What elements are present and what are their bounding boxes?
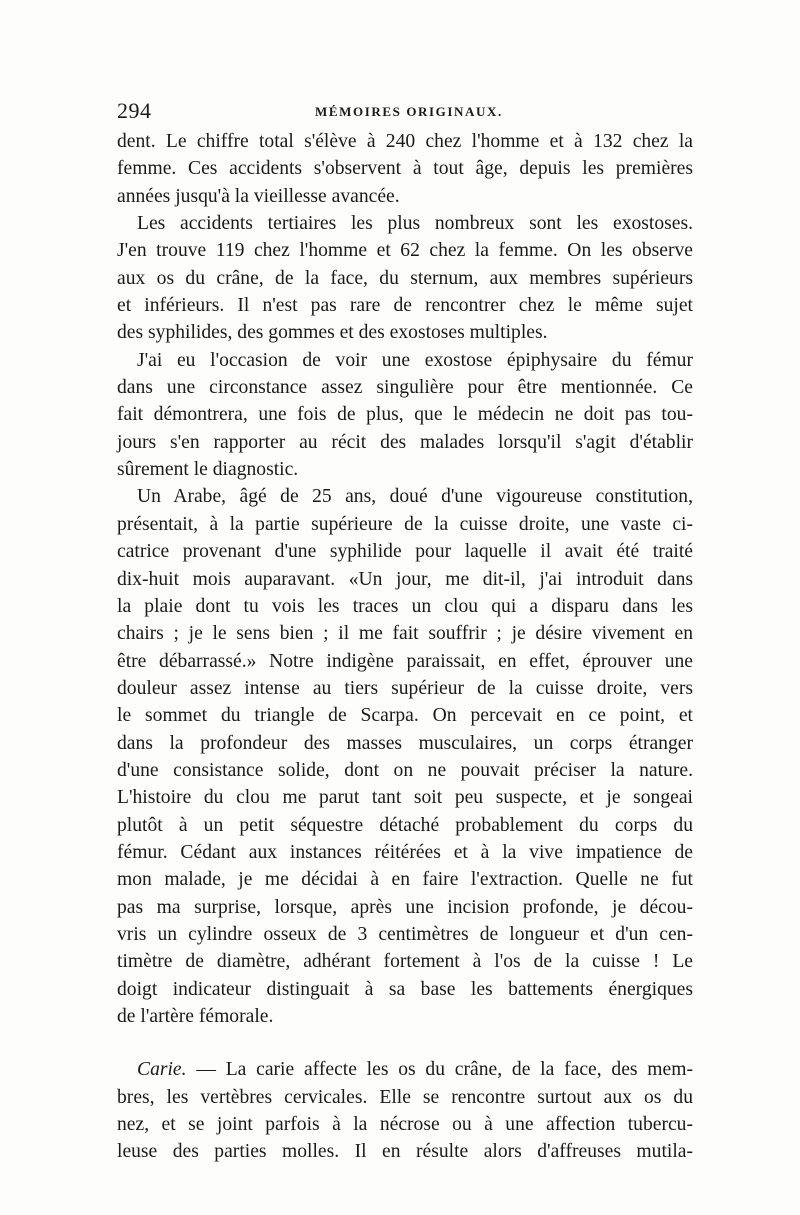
text-line: d'une consistance solide, dont on ne pouvait préciser la nature. — [117, 759, 693, 781]
page-number: 294 — [117, 98, 152, 123]
carie-first-line — [117, 1056, 693, 1083]
text-line: pas ma surprise, lorsque, après une incision profonde, je décou- — [117, 896, 693, 918]
text-line: être débarrassé.» Notre indigène paraissait, en effet, éprouver une — [117, 650, 693, 672]
text-line: des syphilides, des gommes et des exostoses multiples. — [117, 322, 548, 344]
carie-heading: Carie. — [137, 1059, 187, 1081]
text-line: leuse des parties molles. Il en résulte alors d'affreuses mutila- — [117, 1141, 693, 1163]
text-line: Un Arabe, âgé de 25 ans, doué d'une vigoureuse constitution, — [137, 486, 693, 508]
running-head — [117, 98, 693, 128]
section-gap — [117, 1030, 693, 1056]
running-title: MÉMOIRES ORIGINAUX. — [315, 104, 503, 119]
text-line: vris un cylindre osseux de 3 centimètres de longueur et d'un cen- — [117, 923, 693, 945]
text-line: dent. Le chiffre total s'élève à 240 chez l'homme et à 132 chez la — [117, 131, 693, 152]
text-line: années jusqu'à la vieillesse avancée. — [117, 185, 400, 207]
text-line: nez, et se joint parfois à la nécrose ou à une affection tubercu- — [117, 1114, 693, 1136]
text-line: doigt indicateur distinguait à sa base les battements énergiques — [117, 978, 693, 1000]
text-line: fait démontrera, une fois de plus, que le médecin ne doit pas tou- — [117, 404, 693, 426]
text-line: dans une circonstance assez singulière pour être mentionnée. Ce — [117, 377, 693, 399]
body-text — [117, 128, 693, 1166]
text-line: douleur assez intense au tiers supérieur de la cuisse droite, vers — [117, 677, 693, 699]
text-line: de l'artère fémorale. — [117, 1006, 274, 1027]
text-line: J'ai eu l'occasion de voir une exostose épiphysaire du fémur — [137, 349, 693, 371]
text-line: catrice provenant d'une syphilide pour laquelle il avait été traité — [117, 541, 693, 563]
text-line: présentait, à la partie supérieure de la cuisse droite, une vaste ci- — [117, 513, 693, 535]
text-line: L'histoire du clou me parut tant soit peu suspecte, et je songeai — [117, 787, 693, 809]
text-line: mon malade, je me décidai à en faire l'extraction. Quelle ne fut — [117, 869, 693, 891]
text-line: sûrement le diagnostic. — [117, 459, 299, 481]
text-line: aux os du crâne, de la face, du sternum, aux membres supérieurs — [117, 267, 693, 289]
text-line: J'en trouve 119 chez l'homme et 62 chez la femme. On les observe — [117, 240, 693, 262]
text-line: et inférieurs. Il n'est pas rare de rencontrer chez le même sujet — [117, 295, 693, 317]
text-line: fémur. Cédant aux instances réitérées et à la vive impatience de — [117, 841, 693, 863]
text-line: dans la profondeur des masses musculaires, un corps étranger — [117, 732, 693, 754]
text-line: le sommet du triangle de Scarpa. On percevait en ce point, et — [117, 705, 693, 727]
text-line: Les accidents tertiaires les plus nombreux sont les exostoses. — [137, 213, 693, 235]
text-line: femme. Ces accidents s'observent à tout âge, depuis les premières — [117, 158, 693, 180]
text-line: timètre de diamètre, adhérant fortement à l'os de la cuisse ! Le — [117, 951, 693, 973]
text-line: jours s'en rapporter au récit des malades lorsqu'il s'agit d'établir — [117, 431, 693, 453]
text-line: bres, les vertèbres cervicales. Elle se rencontre surtout aux os du — [117, 1086, 693, 1108]
text-line: plutôt à un petit séquestre détaché probablement du corps du — [117, 814, 693, 836]
text-line: chairs ; je le sens bien ; il me fait souffrir ; je désire vivement en — [117, 623, 693, 645]
text-line: dix-huit mois auparavant. «Un jour, me dit-il, j'ai introduit dans — [117, 568, 693, 590]
carie-first-line-text: — La carie affecte les os du crâne, de la face, des mem- — [186, 1059, 693, 1081]
text-line: la plaie dont tu vois les traces un clou qui a disparu dans les — [117, 595, 693, 617]
